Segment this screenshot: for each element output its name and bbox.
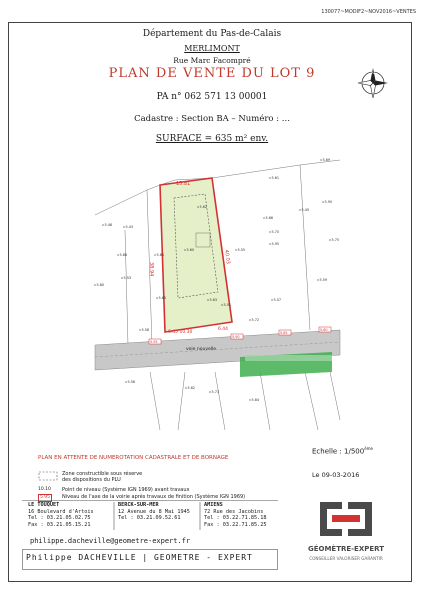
offices-dividers [22,500,278,532]
level-point-value: 5.43 [125,225,134,230]
legend-niveau-axe: Niveau de l'axe de la voirie après travaux de finition (Système IGN 1969) [62,494,246,500]
road-level-value: 5.85 [280,331,288,335]
level-point-marker [317,279,318,280]
level-point-value: 5.57 [273,298,282,303]
road-label: voie nouvelle [186,347,217,352]
department-title: Département du Pas-de-Calais [142,29,282,39]
level-point-marker [235,249,236,250]
level-point-marker [154,254,155,255]
level-point-marker [320,159,321,160]
scale-label [312,446,373,455]
level-point-value: 5.95 [271,242,280,247]
level-point-value: 5.72 [251,318,260,323]
level-point-marker [139,329,140,330]
level-point-marker [263,217,264,218]
level-point-marker [329,239,330,240]
legend-point-niveau: Point de niveau (Système IGN 1969) avant travaux [62,487,190,493]
legend-sample-level-1: 10.10 [38,487,51,492]
level-point-marker [156,297,157,298]
office-tel: Tel : 03.22.71.85.18 [204,515,267,521]
level-point-value: 5.84 [251,398,260,403]
legend-title: PLAN EN ATTENTE DE NUMEROTATION CADASTRALE ET DE BORNAGE [38,455,229,461]
level-point-value: 5.53 [123,276,132,281]
legend-sample-level-2: 5.95 [40,495,51,500]
level-point-marker [269,231,270,232]
svg-text:N: N [371,70,375,75]
level-point-marker [94,284,95,285]
level-point-marker [197,206,198,207]
level-point-value: 5.48 [104,223,113,228]
level-point-marker [299,209,300,210]
dim-bottom-right: 6.44 [218,327,229,332]
dim-left: 38.94 [148,262,154,277]
logo-tagline: CONSEILLER VALORISER GARANTIR [309,556,383,561]
level-point-marker [125,381,126,382]
level-point-value: 5.51 [223,303,232,308]
level-point-marker [271,299,272,300]
level-point-value: 5.60 [186,248,195,253]
town-name: MERLIMONT [184,44,240,53]
office-address: 12 Avenue du 8 Mai 1945 [118,508,190,515]
level-point-marker [185,387,186,388]
road-level-value: 5.95 [150,340,158,344]
level-point-marker [249,319,250,320]
level-point-value: 5.58 [141,328,150,333]
level-point-value: 5.80 [96,283,105,288]
street-name: Rue Marc Facompré [173,56,251,65]
office-city: AMIENS [204,502,223,508]
level-point-marker [269,177,270,178]
contact-email[interactable]: philippe.dacheville@geometre-expert.fr [30,537,191,545]
level-point-value: 5.59 [319,278,328,283]
road-level-value: 5.80 [320,328,328,332]
road-level-value: 5.90 [232,335,240,339]
dim-top: 15.81 [176,181,191,187]
office-tel: Tel : 03.21.05.02.75 [28,515,91,521]
level-point-marker [121,277,122,278]
level-point-value: 5.90 [324,200,333,205]
level-point-marker [221,304,222,305]
dim-right: 40.03 [223,249,231,265]
plan-date: Le 09-03-2016 [312,471,360,479]
scale-superscript: ème [364,446,374,451]
office-city: BERCK-SUR-MER [118,502,159,508]
level-point-marker [184,249,185,250]
level-point-value: 5.55 [237,248,246,253]
office-tel: Tel : 03.21.09.52.61 [118,515,181,521]
office-fax: Fax : 03.21.05.15.21 [28,521,91,528]
surface-value: SURFACE = 635 m² env. [155,134,269,144]
level-point-value: 5.68 [119,253,128,258]
logo-name: GÉOMÈTRE-EXPERT [307,545,385,553]
signature-line: Philippe DACHEVILLE | GEOMETRE - EXPERT [26,553,253,562]
scale-text: Echelle : 1/500 [312,447,365,456]
legend-zone-swatch [38,471,58,481]
plan-title: PLAN DE VENTE DU LOT 9 [108,66,316,81]
level-point-value: 5.63 [209,298,218,303]
level-point-value: 5.62 [187,386,196,391]
level-point-marker [322,201,323,202]
document-reference: 130077~MODIF2~NOV2016~VENTES [321,9,416,15]
office-city: LE TOUQUET [28,502,60,508]
level-point-value: 5.64 [156,253,165,258]
level-point-value: 5.69 [322,158,331,163]
level-point-value: 5.70 [271,230,280,235]
lot-9-boundary [160,178,232,332]
level-point-marker [102,224,103,225]
level-point-marker [117,254,118,255]
level-point-marker [249,399,250,400]
level-point-marker [209,391,210,392]
office-fax: Fax : 03.22.71.85.25 [204,521,267,528]
level-point-marker [123,226,124,227]
legend-zone-text: Zone constructible sous réserve des dispositions du PLU [62,471,143,483]
level-point-value: 5.45 [301,208,310,213]
level-point-value: 5.66 [265,216,274,221]
level-point-value: 5.73 [211,390,220,395]
level-point-value: 5.61 [271,176,280,181]
cadastre-reference: Cadastre : Section BA – Numéro : ... [134,114,290,124]
pa-number: PA n° 062 571 13 00001 [156,92,268,102]
office-address: 72 Rue des Jacobins [204,508,264,515]
level-point-value: 5.65 [158,296,167,301]
office-address: 16 Boulevard d'Artois [28,508,94,515]
level-point-value: 5.62 [199,205,208,210]
level-point-marker [207,299,208,300]
level-point-value: 5.56 [127,380,136,385]
level-point-value: 5.75 [331,238,340,243]
dim-bottom: 6.45 10.30 [168,330,193,335]
level-point-marker [269,243,270,244]
